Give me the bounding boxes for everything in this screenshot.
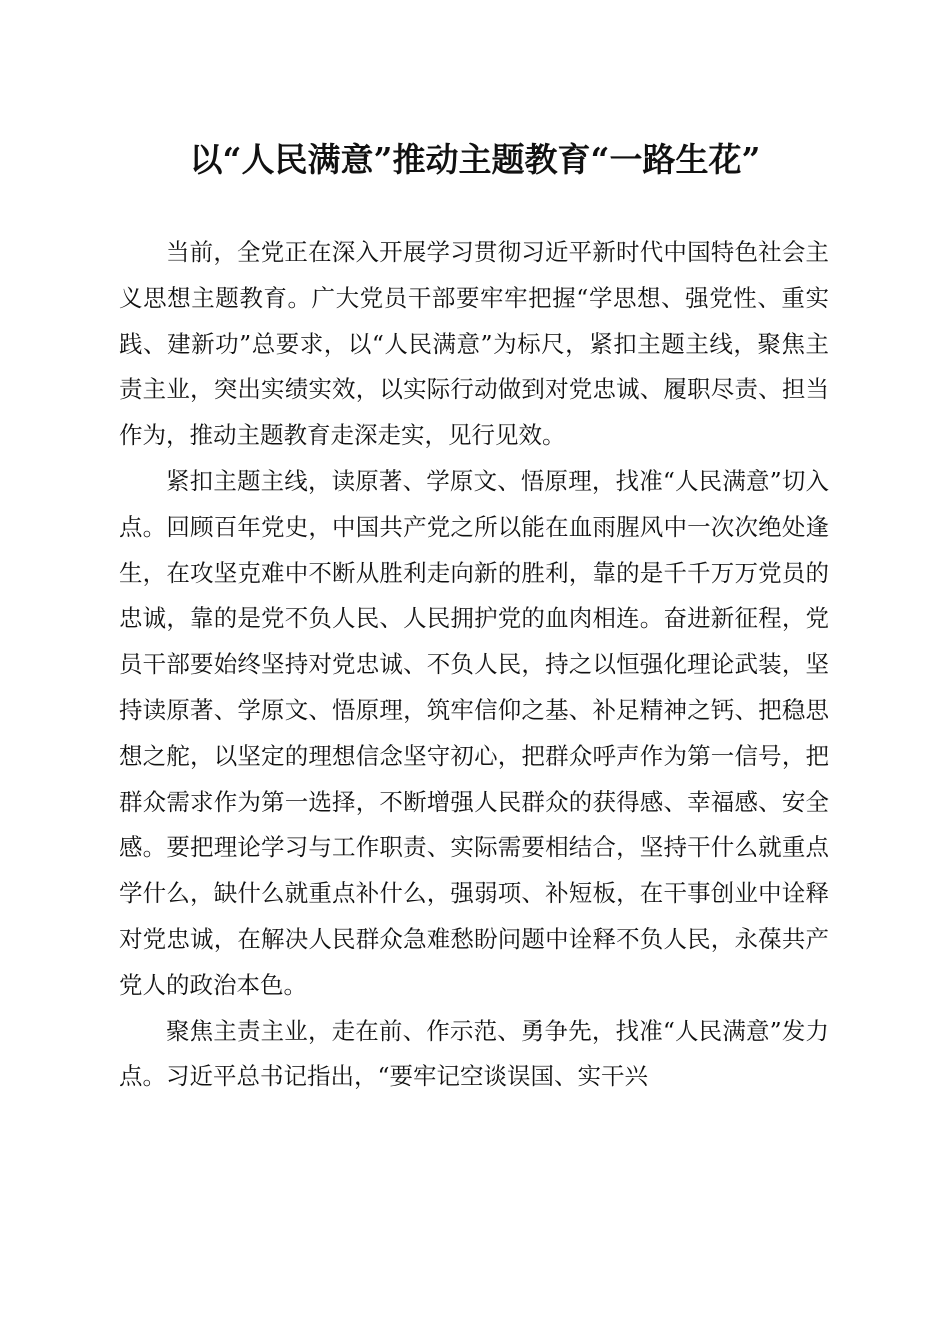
document-title: 以“人民满意”推动主题教育“一路生花” (189, 140, 761, 179)
paragraph-theme-mainline: 紧扣主题主线，读原著、学原文、悟原理，找准“人民满意”切入点。回顾百年党史，中国共产党之所以能在血雨腥风中一次次绝处逢生，在攻坚克难中不断从胜利走向新的胜利，靠的是千千万万党员的忠诚，靠的是党不负人民、人民拥护党的血肉相连。奋进新征程，党员干部要始终坚持对党忠诚、不负人民，持之以恒强化理论武装，坚持读原著、学原文、悟原理，筑牢信仰之基、补足精神之钙、把稳思想之舵，以坚定的理想信念坚守初心，把群众呼声作为第一信号，把群众需求作为第一选择，不断增强人民群众的获得感、幸福感、安全感。要把理论学习与工作职责、实际需要相结合，坚持干什么就重点学什么，缺什么就重点补什么，强弱项、补短板，在干事创业中诠释对党忠诚，在解决人民群众急难愁盼问题中诠释不负人民，永葆共产党人的政治本色。 (119, 466, 829, 999)
paragraph-intro: 当前，全党正在深入开展学习贯彻习近平新时代中国特色社会主义思想主题教育。广大党员干部要牢牢把握“学思想、强党性、重实践、建新功”总要求，以“人民满意”为标尺，紧扣主题主线，聚焦主责主业，突出实绩实效，以实际行动做到对党忠诚、履职尽责、担当作为，推动主题教育走深走实，见行见效。 (119, 238, 829, 450)
paragraph-main-duty: 聚焦主责主业，走在前、作示范、勇争先，找准“人民满意”发力点。习近平总书记指出，“要牢记空谈误国、实干兴 (119, 1016, 829, 1091)
document-body (119, 230, 829, 1100)
